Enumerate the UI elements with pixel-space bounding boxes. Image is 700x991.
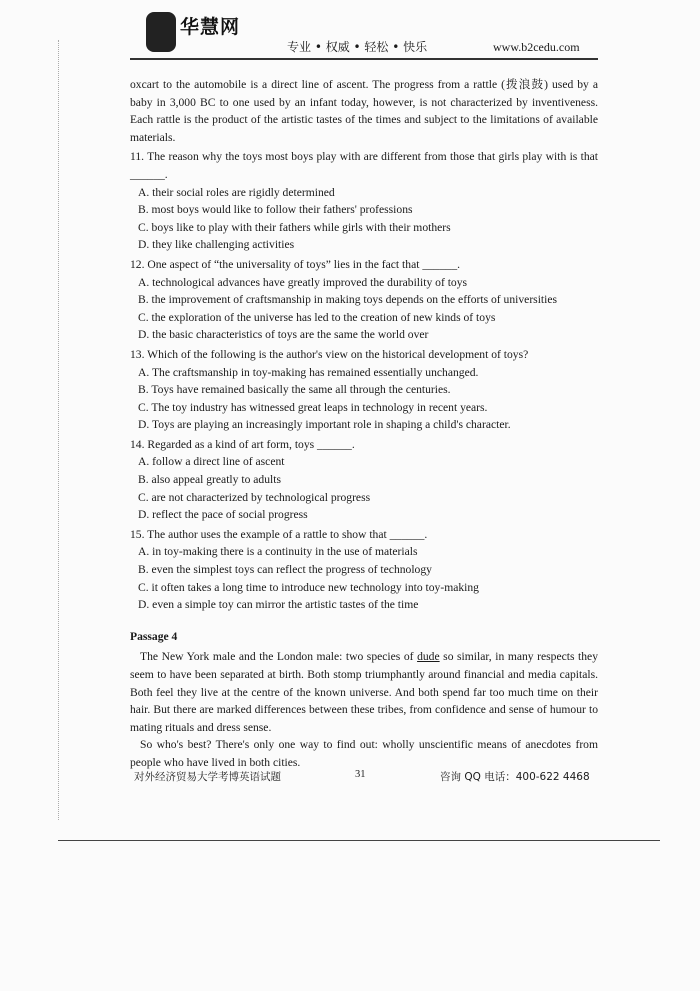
answer-option: D. the basic characteristics of toys are the same the world over [138,328,429,342]
passage-paragraph [130,648,598,736]
question-stem: 15. The author uses the example of a rattle to show that ______. [130,527,428,541]
document-body [130,76,598,772]
intro-paragraph: oxcart to the automobile is a direct line of ascent. The progress from a rattle (拨浪鼓) used by a baby in 3,000 BC to one used by an infant today, however, is not characterized by inventiveness. Each rattle is the product of the artistic tastes of the times and subject to the limitations of available materials. [130,78,598,144]
answer-option: B. most boys would like to follow their fathers' professions [138,203,413,217]
question-stem: 11. The reason why the toys most boys play with are different from those that girls play with is that ______. [130,150,598,181]
header-url: www.b2cedu.com [493,40,580,54]
answer-option: C. it often takes a long time to introduce new technology into toy-making [138,580,479,594]
answer-option: A. their social roles are rigidly determined [138,185,335,199]
underlined-word: dude [417,650,440,664]
question-stem: 14. Regarded as a kind of art form, toys ______. [130,437,355,451]
questions [130,148,598,613]
footer-title: 对外经济贸易大学考博英语试题 [134,771,281,783]
footer-contact: 咨询 QQ 电话：400-622 4468 [440,771,590,783]
page-number: 31 [355,769,366,780]
question [130,526,598,614]
question [130,256,598,344]
question [130,346,598,434]
answer-option: C. are not characterized by technological progress [138,490,371,504]
header-slogan: 专业 • 权威 • 轻松 • 快乐 [287,40,428,54]
question-stem: 12. One aspect of “the universality of toys” lies in the fact that ______. [130,257,461,271]
answer-option: C. The toy industry has witnessed great leaps in technology in recent years. [138,400,488,414]
answer-option: D. Toys are playing an increasingly important role in shaping a child's character. [138,418,511,432]
scan-edge [58,40,60,820]
passage-title: Passage 4 [130,629,178,643]
logo-icon [146,12,176,52]
answer-option: C. boys like to play with their fathers while girls with their mothers [138,220,451,234]
answer-option: A. in toy-making there is a continuity in the use of materials [138,545,418,559]
answer-option: B. even the simplest toys can reflect the progress of technology [138,563,432,577]
question [130,148,598,254]
answer-option: C. the exploration of the universe has led to the creation of new kinds of toys [138,310,496,324]
question [130,436,598,524]
answer-option: A. follow a direct line of ascent [138,455,285,469]
answer-option: B. also appeal greatly to adults [138,473,281,487]
answer-option: A. The craftsmanship in toy-making has remained essentially unchanged. [138,365,479,379]
answer-option: A. technological advances have greatly improved the durability of toys [138,275,468,289]
passage-paragraph: So who's best? There's only one way to find out: wholly unscientific means of anecdotes from people who have lived in both cities. [130,738,598,769]
answer-option: D. reflect the pace of social progress [138,508,308,522]
question-stem: 13. Which of the following is the author's view on the historical development of toys? [130,347,529,361]
answer-option: B. Toys have remained basically the same all through the centuries. [138,383,451,397]
answer-option: D. even a simple toy can mirror the artistic tastes of the time [138,598,419,612]
answer-option: B. the improvement of craftsmanship in making toys depends on the efforts of universities [138,293,558,307]
text: so similar, in many respects they seem to have been separated at birth. Both stomp triumphantly around financial and media capitals. Both feel they live at the centre of the known universe. And both spend far too much time on their hair. But there are marked differences between these tribes, from confidence and sense of humour to mating rituals and dress sense. [130,650,598,734]
bottom-divider [58,840,660,841]
logo-text: 华慧网 [180,16,241,38]
answer-option: D. they like challenging activities [138,238,295,252]
header-divider [130,58,598,60]
text: The New York male and the London male: two species of [140,650,418,664]
